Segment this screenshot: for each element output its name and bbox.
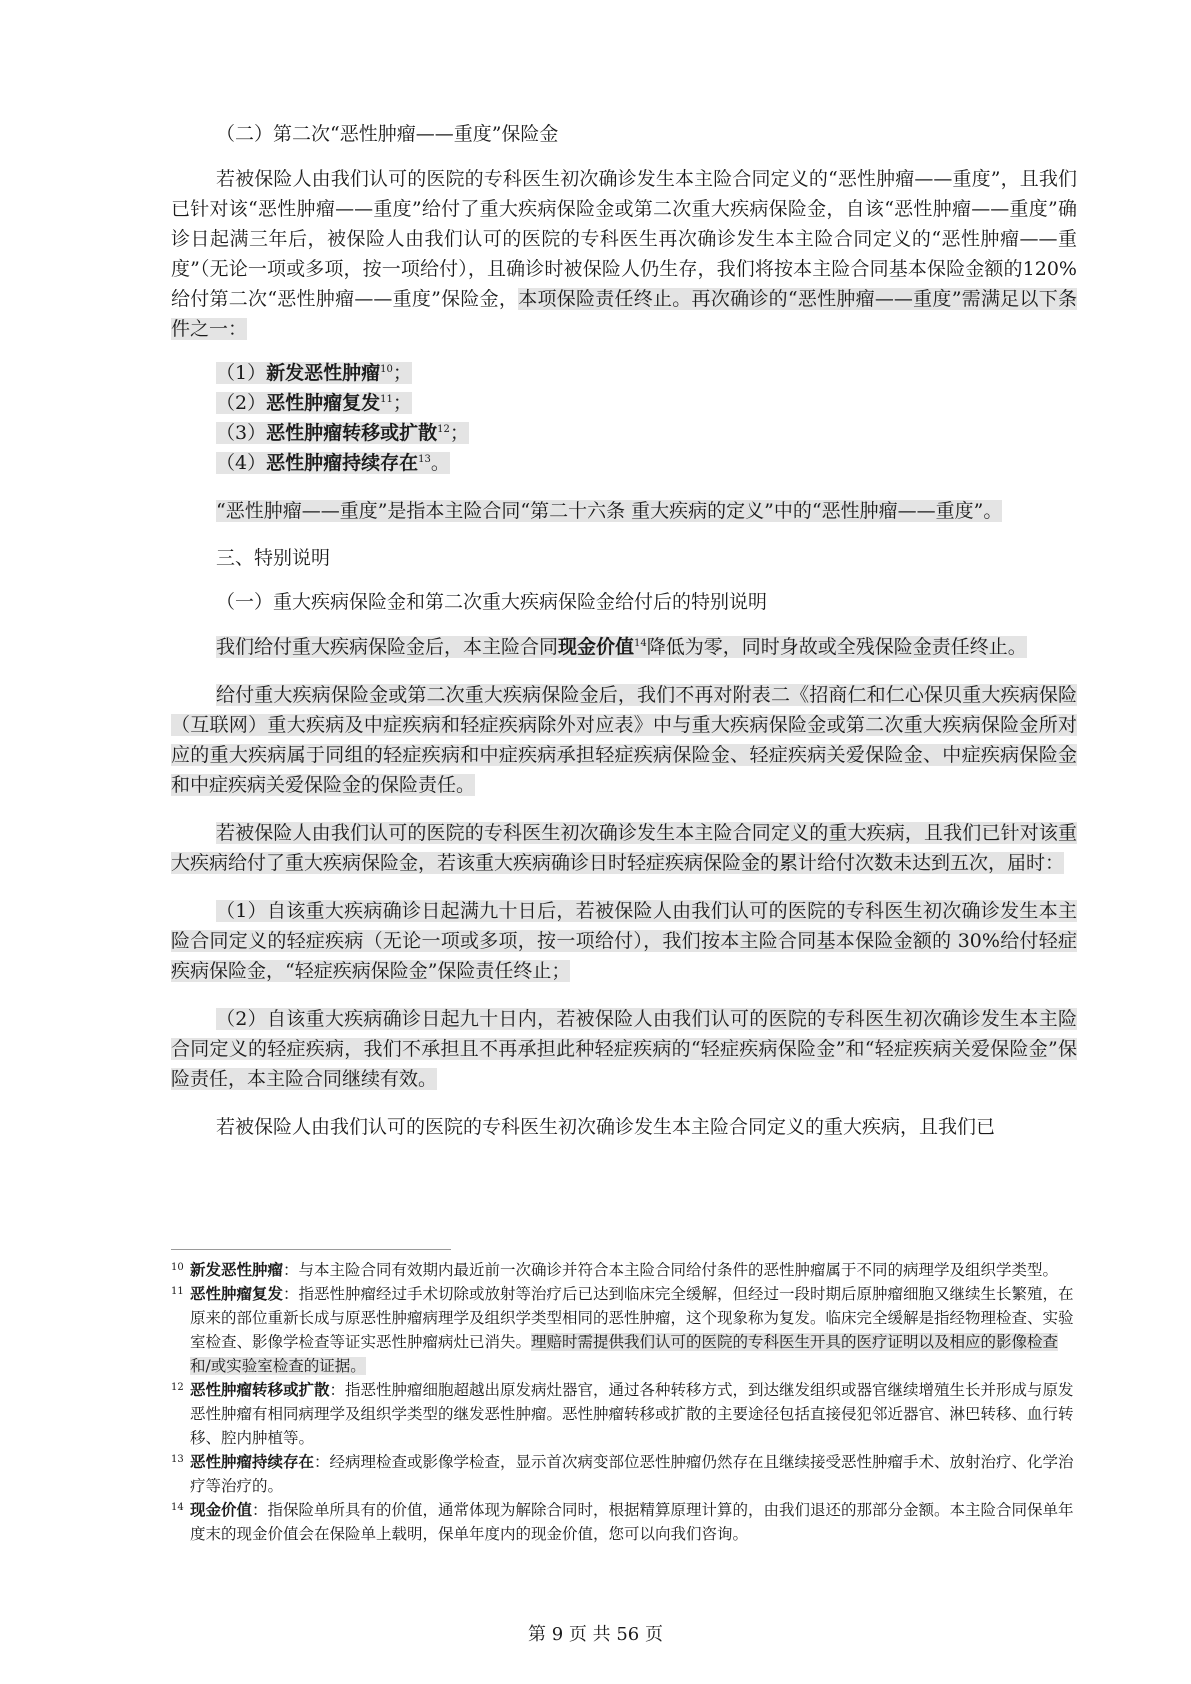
paragraph-text: 我们给付重大疾病保险金后，本主险合同 <box>216 636 559 658</box>
paragraph-second-tumor-benefit <box>171 164 1077 344</box>
condition-term: 恶性肿瘤持续存在 <box>266 452 419 474</box>
highlighted-text: （1）自该重大疾病确诊日起满九十日后，若被保险人由我们认可的医院的专科医生初次确诊发生本主险合同定义的轻症疾病（无论一项或多项，按一项给付），我们按本主险合同基本保险金额的 30%给付轻症疾病保险金，“轻症疾病保险金”保险责任终止； <box>171 900 1077 982</box>
footnote-term: 恶性肿瘤持续存在 <box>190 1452 315 1471</box>
footnote-text: ：与本主险合同有效期内最近前一次确诊并符合本主险合同给付条件的恶性肿瘤属于不同的病理学及组织学类型。 <box>283 1261 1059 1279</box>
footnote-item <box>171 1450 1077 1498</box>
footnote-ref: 12 <box>437 424 450 435</box>
footnote-number: 14 <box>171 1502 184 1513</box>
footnote-number: 11 <box>171 1286 184 1297</box>
condition-item <box>216 418 1077 448</box>
condition-list <box>216 358 1077 478</box>
condition-term: 恶性肿瘤复发 <box>266 392 381 414</box>
condition-prefix: （2） <box>216 392 267 414</box>
footnote-text: ：经病理检查或影像学检查，显示首次病变部位恶性肿瘤仍然存在且继续接受恶性肿瘤手术、放射治疗、化学治疗等治疗的。 <box>190 1453 1074 1495</box>
footnote-number: 12 <box>171 1382 184 1393</box>
footnote-text: ：指保险单所具有的价值，通常体现为解除合同时，根据精算原理计算的，由我们退还的那部分金额。本主险合同保单年度末的现金价值会在保险单上载明，保单年度内的现金价值，您可以向我们咨询。 <box>190 1501 1074 1543</box>
paragraph-cash-value <box>171 632 1077 662</box>
highlighted-text: 若被保险人由我们认可的医院的专科医生初次确诊发生本主险合同定义的重大疾病，且我们已针对该重大疾病给付了重大疾病保险金，若该重大疾病确诊日时轻症疾病保险金的累计给付次数未达到五次，届时： <box>171 822 1077 874</box>
condition-suffix: 。 <box>430 452 450 474</box>
paragraph-text: 若被保险人由我们认可的医院的专科医生初次确诊发生本主险合同定义的“恶性肿瘤——重度”，且我们已针对该“恶性肿瘤——重度”给付了重大疾病保险金或第二次重大疾病保险金，自该“恶性肿瘤——重度”确诊日起满三年后，被保险人由我们认可的医院的专科医生再次确诊发生本主险合同定义的“恶性肿瘤——重度”（无论一项或多项，按一项给付），且确诊时被保险人仍生存，我们将按本主险合同基本保险金额的120%给付第二次“恶性肿瘤——重度”保险金， <box>171 168 1077 310</box>
condition-suffix: ； <box>392 392 412 414</box>
highlighted-text: “恶性肿瘤——重度”是指本主险合同“第二十六条 重大疾病的定义”中的“恶性肿瘤——重度”。 <box>216 500 1003 522</box>
highlighted-text: （2）自该重大疾病确诊日起九十日内，若被保险人由我们认可的医院的专科医生初次确诊发生本主险合同定义的轻症疾病，我们不承担且不再承担此种轻症疾病的“轻症疾病保险金”和“轻症疾病关爱保险金”保险责任，本主险合同继续有效。 <box>171 1008 1077 1090</box>
condition-suffix: ； <box>449 422 469 444</box>
condition-item <box>216 388 1077 418</box>
condition-prefix: （4） <box>216 452 267 474</box>
condition-suffix: ； <box>392 362 412 384</box>
footnote-highlight: 理赔时需提供我们认可的医院的专科医生开具的医疗证明以及相应的影像检查和/或实验室检查的证据。 <box>190 1333 1059 1375</box>
main-content <box>171 120 1077 1160</box>
condition-term: 恶性肿瘤转移或扩散 <box>266 422 438 444</box>
footnote-item <box>171 1258 1077 1282</box>
paragraph-definition <box>171 496 1077 526</box>
footnote-divider <box>171 1249 451 1250</box>
footnote-term: 恶性肿瘤转移或扩散 <box>190 1380 330 1399</box>
paragraph-major-illness <box>171 818 1077 878</box>
footnote-term: 恶性肿瘤复发 <box>190 1284 284 1303</box>
condition-prefix: （3） <box>216 422 267 444</box>
footnote-number: 13 <box>171 1454 184 1465</box>
paragraph-rule-2 <box>171 1004 1077 1094</box>
footnote-item <box>171 1282 1077 1378</box>
footnote-number: 10 <box>171 1262 184 1273</box>
footnote-ref: 10 <box>380 364 393 375</box>
highlighted-text: 本项保险责任终止。再次确诊的“恶性肿瘤——重度”需满足以下条件之一： <box>171 288 1077 340</box>
footnote-item <box>171 1378 1077 1450</box>
footnote-ref: 13 <box>418 454 431 465</box>
condition-term: 新发恶性肿瘤 <box>266 362 381 384</box>
condition-item <box>216 448 1077 478</box>
paragraph-rule-1 <box>171 896 1077 986</box>
subsection-heading: （一）重大疾病保险金和第二次重大疾病保险金给付后的特别说明 <box>216 591 768 613</box>
footnote-text: ：指恶性肿瘤细胞超越出原发病灶器官，通过各种转移方式，到达继发组织或器官继续增殖生长并形成与原发恶性肿瘤有相同病理学及组织学类型的继发恶性肿瘤。恶性肿瘤转移或扩散的主要途径包括直接侵犯邻近器官、淋巴转移、血行转移、腔内肿植等。 <box>190 1381 1074 1447</box>
footnotes <box>171 1258 1077 1546</box>
page-number: 第 9 页 共 56 页 <box>528 1624 663 1645</box>
footnote-ref: 14 <box>634 638 647 649</box>
section-heading-second-malignant-tumor: （二）第二次“恶性肿瘤——重度”保险金 <box>216 123 559 145</box>
footnote-term: 新发恶性肿瘤 <box>190 1260 284 1279</box>
highlighted-text: 给付重大疾病保险金或第二次重大疾病保险金后，我们不再对附表二《招商仁和仁心保贝重大疾病保险（互联网）重大疾病及中症疾病和轻症疾病除外对应表》中与重大疾病保险金或第二次重大疾病保险金所对应的重大疾病属于同组的轻症疾病和中症疾病承担轻症疾病保险金、轻症疾病关爱保险金、中症疾病保险金和中症疾病关爱保险金的保险责任。 <box>171 684 1077 796</box>
footnote-text: ：指恶性肿瘤经过手术切除或放射等治疗后已达到临床完全缓解，但经过一段时期后原肿瘤细胞又继续生长繁殖，在原来的部位重新长成与原恶性肿瘤病理学及组织学类型相同的恶性肿瘤，这个现象称为复发。临床完全缓解是指经物理检查、实验室检查、影像学检查等证实恶性肿瘤病灶已消失。 <box>190 1285 1074 1351</box>
term-cash-value: 现金价值 <box>558 636 635 658</box>
paragraph-continued: 若被保险人由我们认可的医院的专科医生初次确诊发生本主险合同定义的重大疾病，且我们已 <box>216 1116 996 1138</box>
condition-prefix: （1） <box>216 362 267 384</box>
paragraph-text: 降低为零，同时身故或全残保险金责任终止。 <box>646 636 1027 658</box>
footnote-ref: 11 <box>380 394 393 405</box>
section-heading-special-notes: 三、特别说明 <box>216 547 331 569</box>
condition-item <box>216 358 1077 388</box>
footnote-term: 现金价值 <box>190 1500 253 1519</box>
paragraph-exclusion <box>171 680 1077 800</box>
footnote-item <box>171 1498 1077 1546</box>
